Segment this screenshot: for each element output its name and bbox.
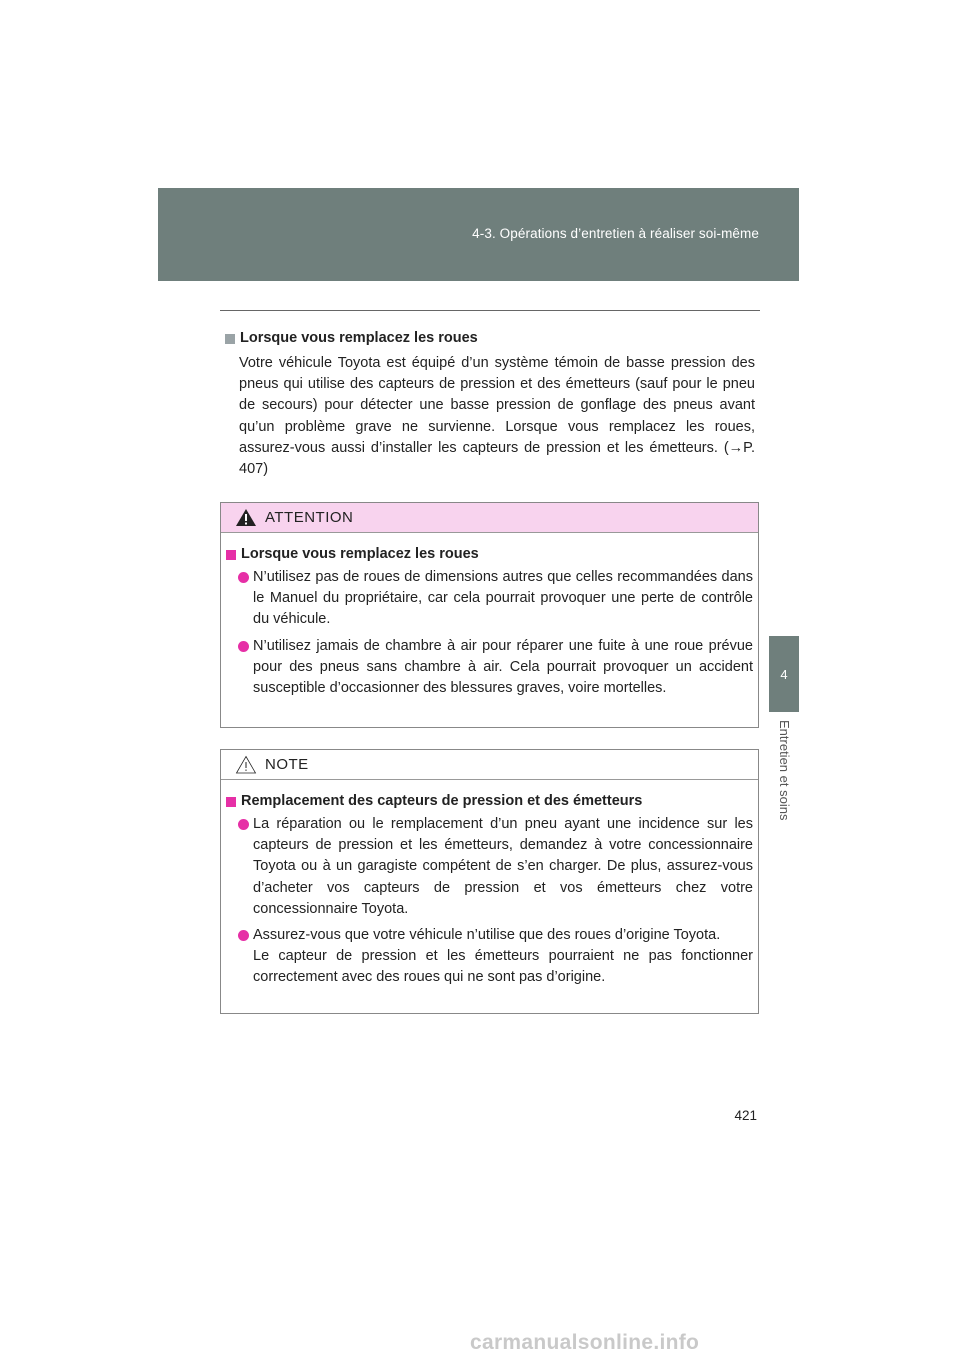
attention-heading-text: Lorsque vous remplacez les roues: [241, 546, 479, 562]
square-bullet-icon: [226, 797, 236, 807]
attention-title: [221, 503, 758, 533]
attention-list: [238, 567, 753, 699]
section-heading-text: Lorsque vous remplacez les roues: [240, 330, 478, 346]
section-body: Votre véhicule Toyota est équipé d’un système témoin de basse pression des pneus qui utilise des capteurs de pression et des émetteurs (sauf pour le pneu de secours) pour détecter une basse pression de gonflage des pneus avant qu’un problème grave ne survienne. Lorsque vous remplacez les roues, assurez-vous aussi d’installer les capteurs de pression et les émetteurs. (→P. 407): [239, 355, 755, 478]
list-item: Assurez-vous que votre véhicule n’utilise que des roues d’origine Toyota. Le capteur de pression et les émetteurs pourraient ne pas fonctionner correctement avec des roues qui ne sont pas d’origine.: [238, 925, 753, 989]
section-roues: [225, 328, 755, 480]
attention-content: [221, 533, 758, 699]
warning-triangle-icon: [235, 508, 257, 527]
note-heading-text: Remplacement des capteurs de pression et des émetteurs: [241, 793, 643, 809]
divider: [220, 310, 760, 311]
chapter-tab: 4: [769, 636, 799, 712]
section-heading: [225, 328, 755, 349]
chapter-tab-label: Entretien et soins: [777, 720, 792, 821]
list-item: La réparation ou le remplacement d’un pneu ayant une incidence sur les capteurs de pression et les émetteurs, demandez à votre concessionnaire Toyota ou à un garagiste compétent de s’en charger. De plus, assurez-vous d’acheter vos capteurs de pression et vos émetteurs chez votre concessionnaire Toyota.: [238, 814, 753, 920]
note-box: [220, 749, 759, 1014]
note-title-text: NOTE: [265, 756, 309, 773]
page-number: 421: [734, 1108, 757, 1123]
note-content: [221, 780, 758, 989]
attention-box: [220, 502, 759, 728]
watermark: carmanualsonline.info: [470, 1331, 700, 1354]
caution-triangle-icon: [235, 755, 257, 774]
bullet-dot-icon: [238, 930, 249, 941]
bullet-dot-icon: [238, 572, 249, 583]
attention-title-text: ATTENTION: [265, 509, 354, 526]
chapter-title: 4-3. Opérations d’entretien à réaliser soi-même: [472, 226, 759, 241]
attention-heading: [226, 544, 753, 565]
note-heading: [226, 791, 753, 812]
square-bullet-icon: [225, 334, 235, 344]
bullet-dot-icon: [238, 641, 249, 652]
header-band: [158, 188, 799, 281]
note-title: [221, 750, 758, 780]
list-item: N’utilisez pas de roues de dimensions autres que celles recommandées dans le Manuel du propriétaire, car cela pourrait provoquer une perte de contrôle du véhicule.: [238, 567, 753, 631]
list-item: N’utilisez jamais de chambre à air pour réparer une fuite à une roue prévue pour des pneus sans chambre à air. Cela pourrait provoquer un accident susceptible d’occasionner des blessures graves, voire mortelles.: [238, 636, 753, 700]
note-list: [238, 814, 753, 989]
square-bullet-icon: [226, 550, 236, 560]
bullet-dot-icon: [238, 819, 249, 830]
